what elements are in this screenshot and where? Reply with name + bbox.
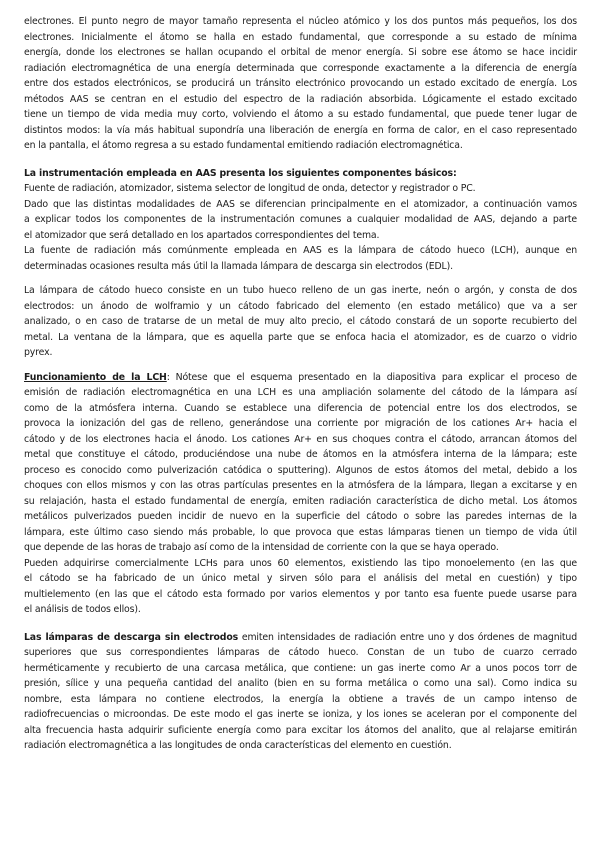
paragraph-atom-intro [24,14,577,154]
text-line: pyrex. [24,347,53,358]
paragraph-edl [24,630,577,754]
text-line: emisión de radiación electromagnética en una LCH es una ampliación solamente del cátodo de la lámpara así [24,387,577,398]
edl-title: Las lámparas de descarga sin electrodos [24,631,239,643]
lch-operation-intro: : Nótese que el esquema presentado en la diapositiva para explicar el proceso de [166,371,577,383]
text-line: determinadas ocasiones resulta más útil la llamada lámpara de descarga sin electrodos (EDL). [24,260,453,272]
text-line: distintos modos: la vía más habitual supondría una liberación de energía en forma de calor, en el caso representado [24,124,577,136]
text-line: su relajación, hasta el estado fundamental de energía, emiten radiación característica de dicho metal. Los átomos [24,495,577,507]
text-line: La fuente de radiación más comúnmente empleada en AAS es la lámpara de cátodo hueco (LCH), aunque en [24,245,577,256]
text-line: nombre, esta lámpara no contiene electrodos, la energía la obtiene a través de un campo intenso de [24,693,577,705]
text-line: a explicar todos los componentes de la instrumentación comunes a cualquier modalidad de AAS, dejando a parte [24,214,577,225]
text-line: métodos AAS se centran en el estudio del espectro de la radiación absorbida. Lógicamente el estado excitado [24,93,577,105]
text-line: radiofrecuencias o microondas. De este modo el gas inerte se ioniza, y los iones se aceleran por el componente del [24,709,577,720]
text-line: presión, sílice y una pequeña cantidad del analito (bien en su forma metálica o como una sal). Como indica su [24,678,577,689]
paragraph-lch-operation [24,370,577,618]
text-line: radiación electromagnética de una energía determinada que corresponde exactamente a la diferencia de energía [24,62,577,74]
text-line: herméticamente y recubierto de una carcasa metálica, que contiene: un gas inerte como Ar a unos pocos torr de [24,662,577,674]
text-line [24,370,577,386]
text-line [24,630,577,646]
text-line: alta frecuencia hasta adquirir suficiente energía como para excitar los átomos del analito, que al relajarse emitirán [24,724,577,736]
text-line: el atomizador que será detallado en los apartados correspondientes del tema. [24,229,380,241]
text-line: como de la atmósfera interna. Cuando se establece una diferencia de potencial entre los dos electrodos, se [24,402,577,414]
text-line: analizado, o en caso de tratarse de un metal de muy alto precio, el cátodo constará de un soporte recubierto del [24,316,577,327]
text-line: multielemento (en las que el cátodo esta formado por varios elementos y por tanto esa fuente puede usarse para [24,588,577,600]
text-line: electrones. Inicialmente el átomo se halla en estado fundamental, que corresponde a su estado de mínima [24,31,577,43]
text-line: que depende de las horas de trabajo así como de la intensidad de corriente con la que se haya operado. [24,542,499,553]
text-line: electrodos: un ánodo de wolframio y un cátodo fabricado del elemento (en estado metálico) que va a ser [24,300,577,312]
edl-intro: emiten intensidades de radiación entre uno y dos órdenes de magnitud [238,631,577,643]
paragraph-instrumentation [24,166,577,275]
text-line: en la pantalla, el átomo regresa a su estado fundamental emitiendo radiación electromagnética. [24,140,463,151]
text-line: metálicos pulverizados pueden incidir de nuevo en la superficie del cátodo o sobre las paredes internas de la [24,511,577,522]
text-line: el cátodo se ha fabricado de un único metal y sirven sólo para el análisis del metal en cuestión) y tipo [24,573,577,584]
text-line: tiene un tiempo de vida media muy corto, volviendo el átomo a su estado fundamental, que puede tener lugar de [24,109,577,120]
lch-operation-title: Funcionamiento de la LCH [24,371,167,383]
text-line: metal. La ventana de la lámpara, que es aquella parte que se enfoca hacia el atomizador, es de cuarzo o vidrio [24,331,577,343]
text-line: metal que constituye el cátodo, produciéndose una nube de átomos en la atmósfera interna de la lámpara; este [24,449,577,460]
document-page [24,14,577,754]
text-line: Fuente de radiación, atomizador, sistema selector de longitud de onda, detector y registrador o PC. [24,183,476,194]
text-line: Pueden adquirirse comercialmente LCHs para unos 60 elementos, existiendo las tipo monoelemento (en las que [24,557,577,569]
text-line: lámpara, este último caso siendo más probable, lo que provoca que estas lámparas tienen un tiempo de vida útil [24,526,577,538]
text-line: electrones. El punto negro de mayor tamaño representa el núcleo atómico y los dos puntos más pequeños, los dos [24,16,577,27]
instrumentation-heading: La instrumentación empleada en AAS presenta los siguientes componentes básicos: [24,167,457,179]
text-line: provoca la ionización del gas de relleno, generándose una corriente por migración de los cationes Ar+ hacia el [24,418,577,429]
text-line: energía, donde los electrones se hallan ocupando el orbital de menor energía. Si sobre ese átomo se hace incidir [24,47,577,58]
text-line: entre dos estados electrónicos, se producirá un tránsito electrónico provocando un estado excitado de energía. Los [24,78,577,89]
text-line: superiores que sus correspondientes lámparas de cátodo hueco. Constan de un tubo de cuarzo cerrado [24,647,577,658]
paragraph-lch-description [24,283,577,361]
text-line: radiación electromagnética a las longitudes de onda características del elemento en cuestión. [24,740,452,751]
text-line: La lámpara de cátodo hueco consiste en un tubo hueco relleno de un gas inerte, neón o argón, y consta de dos [24,285,577,296]
text-line: proceso es conocido como pulverización catódica o sputtering). Algunos de estos átomos del metal, debido a los [24,464,577,476]
text-line: choques con ellos mismos y con las otras partículas presentes en la atmósfera de la lámpara, llegan a excitarse y en [24,480,577,491]
text-line: el análisis de todos ellos). [24,604,141,615]
text-line: cátodo y de los electrones hacia el ánodo. Los cationes Ar+ en sus choques contra el cátodo, arrancan átomos del [24,433,577,445]
text-line: Dado que las distintas modalidades de AAS se diferencian principalmente en el atomizador, a continuación vamos [24,198,577,210]
